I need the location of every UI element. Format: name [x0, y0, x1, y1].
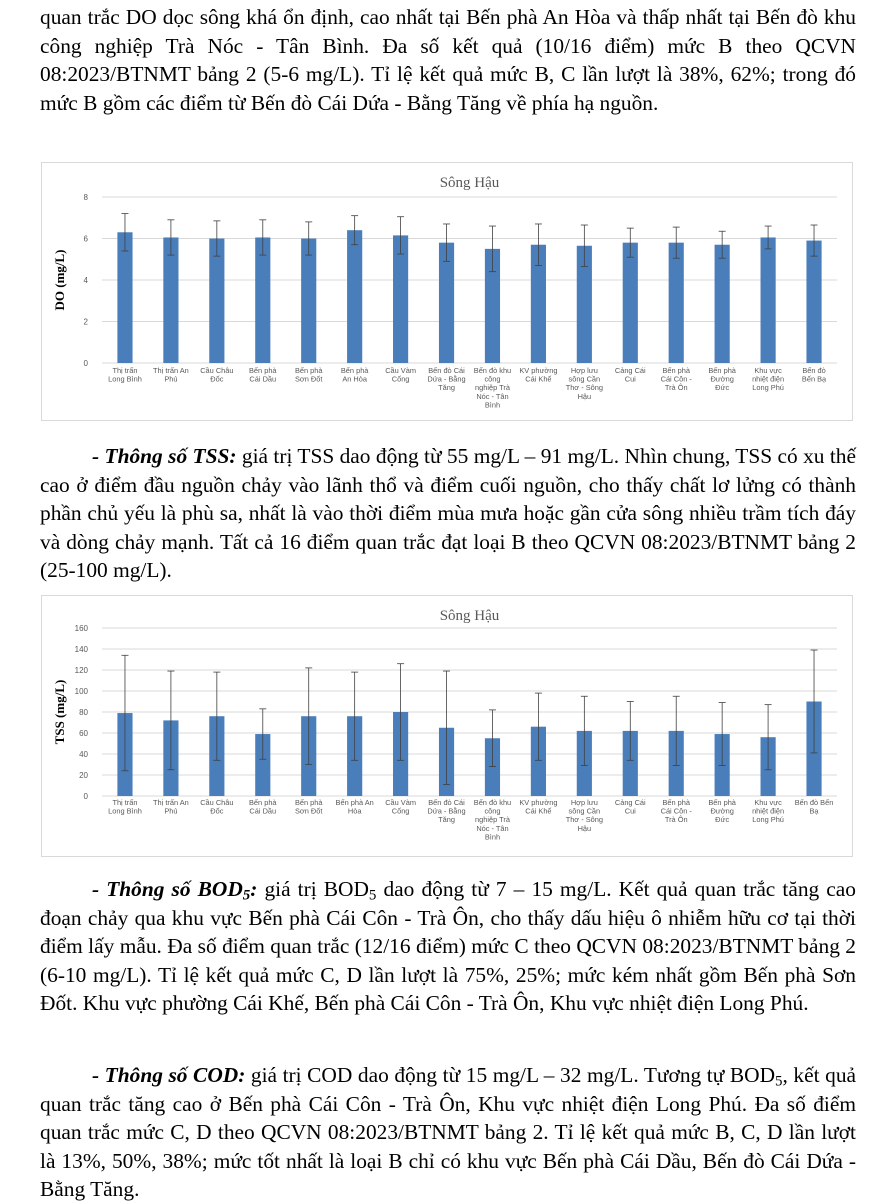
category-label: Cống: [391, 374, 410, 384]
category-label: Đốc: [210, 806, 224, 816]
cod-lead: - Thông số COD:: [92, 1063, 246, 1087]
tss-chart: [41, 595, 853, 857]
category-label: Cảng Cái: [614, 798, 646, 807]
bod-text-sub: 5: [368, 887, 377, 904]
category-label: Bến phà: [662, 366, 690, 375]
category-label: công: [484, 806, 501, 816]
category-label: Bến đò khu: [473, 366, 512, 375]
category-label: Đường: [710, 806, 734, 816]
do-chart-svg: [42, 163, 852, 420]
y-tick-label: 80: [79, 708, 88, 717]
category-label: Bến phà: [708, 798, 736, 807]
category-label: Thị trấn: [112, 798, 138, 807]
category-label: Bến đò: [802, 366, 826, 375]
category-label: Tăng: [438, 815, 455, 825]
category-label: Bến đò Bến: [794, 798, 834, 807]
category-label: Cui: [624, 374, 636, 384]
category-label: Bến phà: [708, 366, 736, 375]
bar: [761, 237, 776, 363]
cod-text-b: , kết quả quan trắc tăng cao ở Bến phà Cái Côn - Trà Ôn, Khu vực nhiệt điện Long Phú. Đa số điểm quan trắc mức C, D theo QCVN 08:2023/BTNMT bảng 2. Tỉ lệ kết quả mức B, C, D lần lượt là 13%, 50%, 38%; mức tốt nhất là loại B chỉ có khu vực Bến phà Cái Dầu, Bến đò Cái Dứa - Bằng Tăng.: [40, 1063, 857, 1202]
bod-paragraph: [40, 875, 856, 1018]
category-label: Bến phà: [249, 798, 277, 807]
y-tick-label: 100: [74, 687, 88, 696]
category-label: công: [484, 374, 501, 384]
tss-paragraph: [40, 442, 856, 585]
category-label: sông Cần: [568, 806, 601, 816]
category-label: Phú: [164, 374, 178, 384]
category-label: Cái Khế: [525, 374, 552, 384]
category-label: Long Bình: [108, 806, 142, 816]
category-label: Bến đò Cái: [428, 366, 465, 375]
category-label: Khu vực: [754, 366, 782, 375]
category-label: Thị trấn An: [153, 798, 189, 807]
category-label: nhiệt điện: [752, 806, 785, 816]
do-chart: [41, 162, 853, 421]
category-label: Bình: [484, 400, 501, 410]
category-label: Hậu: [577, 391, 592, 401]
bar: [255, 237, 270, 363]
cod-text-a: giá trị COD dao động từ 15 mg/L – 32 mg/L. Tương tự BOD: [245, 1063, 776, 1087]
y-tick-label: 120: [74, 666, 88, 675]
y-tick-label: 0: [83, 792, 88, 801]
tss-lead: - Thông số TSS:: [92, 444, 237, 468]
bod-lead-tail: :: [250, 877, 258, 901]
bod-lead-main: - Thông số BOD: [92, 877, 243, 901]
category-label: Đức: [715, 815, 730, 825]
bod-lead: [92, 877, 258, 904]
chart-title: Sông Hậu: [439, 175, 500, 191]
bar: [117, 232, 132, 363]
category-label: Bình: [484, 832, 501, 842]
category-label: Hòa: [347, 806, 362, 816]
category-label: Dứa - Bằng: [427, 806, 466, 816]
category-label: Tăng: [438, 383, 455, 393]
bar: [715, 245, 730, 363]
category-label: Cầu Vàm: [385, 366, 416, 375]
category-label: Nóc - Tân: [476, 391, 509, 401]
category-label: nghiệp Trà: [475, 383, 510, 393]
category-label: Bến phà An: [335, 798, 374, 807]
tss-chart-svg: [42, 596, 852, 856]
category-label: An Hòa: [342, 374, 367, 384]
category-label: Hậu: [577, 823, 592, 833]
bod-lead-sub: 5: [242, 887, 251, 904]
y-tick-label: 2: [83, 317, 88, 327]
bar: [623, 243, 638, 363]
category-label: Nóc - Tân: [476, 823, 509, 833]
cod-text-sub: 5: [775, 1073, 783, 1090]
category-label: Bến đò Cái: [428, 798, 465, 807]
chart-title: Sông Hậu: [439, 608, 500, 624]
category-label: Bến Bạ: [801, 374, 827, 384]
category-label: Thơ - Sông: [565, 383, 603, 393]
bar: [669, 243, 684, 363]
category-label: sông Cần: [568, 374, 601, 384]
bar: [393, 235, 408, 363]
category-label: Hợp lưu: [570, 366, 598, 375]
bod-text-a: giá trị BOD: [257, 877, 369, 901]
category-label: Bến phà: [249, 366, 277, 375]
category-label: Cái Dầu: [249, 374, 277, 384]
category-label: Sơn Đốt: [294, 806, 323, 816]
category-label: Cái Côn -: [660, 806, 692, 816]
category-label: Long Phú: [752, 383, 784, 393]
y-tick-label: 4: [83, 276, 88, 285]
y-tick-label: 40: [79, 750, 88, 759]
category-label: Trà Ôn: [664, 383, 688, 393]
bar: [806, 241, 821, 363]
category-label: Thị trấn: [112, 366, 138, 375]
y-tick-label: 6: [83, 234, 88, 244]
category-label: Trà Ôn: [664, 815, 688, 825]
category-label: Cầu Vàm: [385, 798, 416, 807]
y-tick-label: 20: [79, 771, 88, 780]
category-label: Bến phà: [340, 366, 369, 375]
category-label: Bạ: [809, 806, 819, 816]
category-label: Bến phà: [294, 798, 323, 807]
category-label: Cái Côn -: [660, 374, 692, 384]
bod-text-b: dao động từ 7 – 15 mg/L. Kết quả quan trắc tăng cao đoạn chảy qua khu vực Bến phà Cái Côn - Trà Ôn, cho thấy dấu hiệu ô nhiễm hữu cơ tại thời điểm lấy mẫu. Đa số điểm quan trắc (12/16 điểm) mức C theo QCVN 08:2023/BTNMT bảng 2 (6-10 mg/L). Tỉ lệ kết quả mức C, D lần lượt là 75%, 25%; mức kém nhất gồm Bến phà Sơn Đốt. Khu vực phường Cái Khế, Bến phà Cái Côn - Trà Ôn, Khu vực nhiệt điện Long Phú.: [40, 877, 856, 1016]
category-label: Cầu Châu: [200, 366, 234, 375]
intro-paragraph: [40, 3, 856, 117]
category-label: Đốc: [210, 374, 224, 384]
category-label: Long Bình: [108, 374, 142, 384]
category-label: Thị trấn An: [153, 366, 189, 375]
bar: [301, 239, 316, 364]
y-tick-label: 140: [74, 645, 88, 654]
y-axis-label: TSS (mg/L): [52, 679, 67, 745]
category-label: Đường: [710, 374, 734, 384]
y-tick-label: 160: [74, 624, 88, 633]
category-label: Cái Khế: [525, 806, 552, 816]
category-label: Sơn Đốt: [294, 374, 323, 384]
category-label: KV phường: [519, 366, 558, 375]
y-axis-label: DO (mg/L): [52, 249, 67, 311]
category-label: Long Phú: [752, 815, 784, 825]
category-label: KV phường: [519, 798, 558, 807]
tss-text: giá trị TSS dao động từ 55 mg/L – 91 mg/L. Nhìn chung, TSS có xu thế cao ở điểm đầu nguồn chảy vào lãnh thổ và điểm cuối nguồn, cho thấy chất lơ lửng có thành phần chủ yếu là phù sa, nhất là vào thời điểm mùa mưa hoặc gần cửa sông nhiều trầm tích đáy và dòng chảy mạnh. Tất cả 16 điểm quan trắc đạt loại B theo QCVN 08:2023/BTNMT bảng 2 (25-100 mg/L).: [40, 444, 856, 583]
intro-text: quan trắc DO dọc sông khá ổn định, cao nhất tại Bến phà An Hòa và thấp nhất tại Bến đò khu công nghiệp Trà Nóc - Tân Bình. Đa số kết quả (10/16 điểm) mức B theo QCVN 08:2023/BTNMT bảng 2 (5-6 mg/L). Tỉ lệ kết quả mức B, C lần lượt là 38%, 62%; trong đó mức B gồm các điểm từ Bến đò Cái Dứa - Bằng Tăng về phía hạ nguồn.: [40, 5, 856, 115]
category-label: Phú: [164, 806, 178, 816]
category-label: Cui: [624, 806, 636, 816]
category-label: Cảng Cái: [614, 366, 646, 375]
category-label: Bến đò khu: [473, 798, 512, 807]
category-label: Thơ - Sông: [565, 815, 603, 825]
category-label: Khu vực: [754, 798, 782, 807]
category-label: Dứa - Bằng: [427, 374, 466, 384]
bar: [347, 230, 362, 363]
y-tick-label: 0: [83, 359, 88, 368]
category-label: nhiệt điện: [752, 374, 785, 384]
category-label: Hợp lưu: [570, 798, 598, 807]
category-label: Cầu Châu: [200, 798, 234, 807]
category-label: Cái Dầu: [249, 806, 277, 816]
cod-paragraph: [40, 1061, 856, 1204]
bar: [163, 237, 178, 363]
category-label: nghiệp Trà: [475, 815, 510, 825]
y-tick-label: 8: [83, 193, 88, 202]
bar: [209, 239, 224, 364]
category-label: Bến phà: [294, 366, 323, 375]
category-label: Bến phà: [662, 798, 690, 807]
category-label: Đức: [715, 383, 730, 393]
category-label: Cống: [391, 806, 410, 816]
y-tick-label: 60: [79, 729, 88, 738]
